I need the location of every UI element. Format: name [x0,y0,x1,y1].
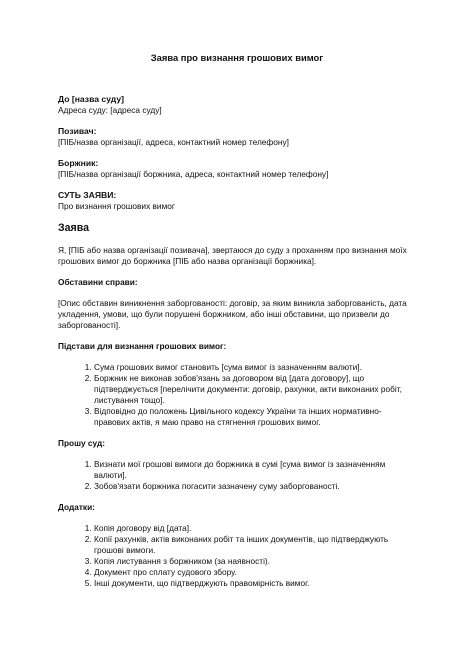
statement-intro: Я, [ПІБ або назва організації позивача], звертаюся до суду з проханням про визнання моїх грошових вимог до боржника [ПІБ або назва організації боржника]. [58,245,407,266]
plaintiff-label: Позивач: [58,126,97,136]
list-item: 2. Зобов'язати боржника погасити зазначену суму заборгованості. [94,481,416,492]
plaintiff-block [58,126,416,148]
statement-heading: Заява [58,222,89,234]
request-list [58,459,416,492]
court-address: Адреса суду: [адреса суду] [58,105,162,115]
attachments-list [58,523,416,589]
essence-label: СУТЬ ЗАЯВИ: [58,190,117,200]
list-item: 4. Документ про сплату судового збору. [94,567,416,578]
debtor-label: Боржник: [58,158,99,168]
request-heading: Прошу суд: [58,438,105,448]
list-item: 5. Інші документи, що підтверджують правомірність вимог. [94,578,416,589]
debtor-block [58,158,416,180]
list-item: 3. Відповідно до положень Цивільного кодексу України та інших нормативно-правових актів, я маю право на стягнення грошових вимог. [94,406,416,428]
list-item: 2. Копії рахунків, актів виконаних робіт та інших документів, що підтверджують грошові вимоги. [94,534,416,556]
grounds-list [58,362,416,428]
list-item: 1. Визнати мої грошові вимоги до боржника в сумі [сума вимог із зазначенням валюти]. [94,459,416,481]
court-block [58,94,416,116]
essence-block [58,190,416,212]
essence-value: Про визнання грошових вимог [58,201,175,211]
grounds-heading: Підстави для визнання грошових вимог: [58,341,227,351]
list-item: 3. Копія листування з боржником (за наявності). [94,556,416,567]
circumstances-heading: Обставини справи: [58,277,138,287]
plaintiff-value: [ПІБ/назва організації, адреса, контактний номер телефону] [58,137,289,147]
circumstances-text: [Опис обставин виникнення заборгованості: договір, за яким виникла заборгованість, дата укладення, умови, що були порушені боржником, або інші обставини, що призвели до заборгованості]. [58,298,407,330]
debtor-value: [ПІБ/назва організації боржника, адреса, контактний номер телефону] [58,169,329,179]
document-title: Заява про визнання грошових вимог [150,52,324,63]
list-item: 2. Боржник не виконав зобов'язань за договором від [дата договору], що підтверджується [перелічити документи: договір, рахунки, акти виконаних робіт, листування тощо]. [94,373,416,406]
attachments-heading: Додатки: [58,502,95,512]
court-label: До [назва суду] [58,94,124,104]
list-item: 1. Копія договору від [дата]. [94,523,416,534]
list-item: 1. Сума грошових вимог становить [сума вимог із зазначенням валюти]. [94,362,416,373]
